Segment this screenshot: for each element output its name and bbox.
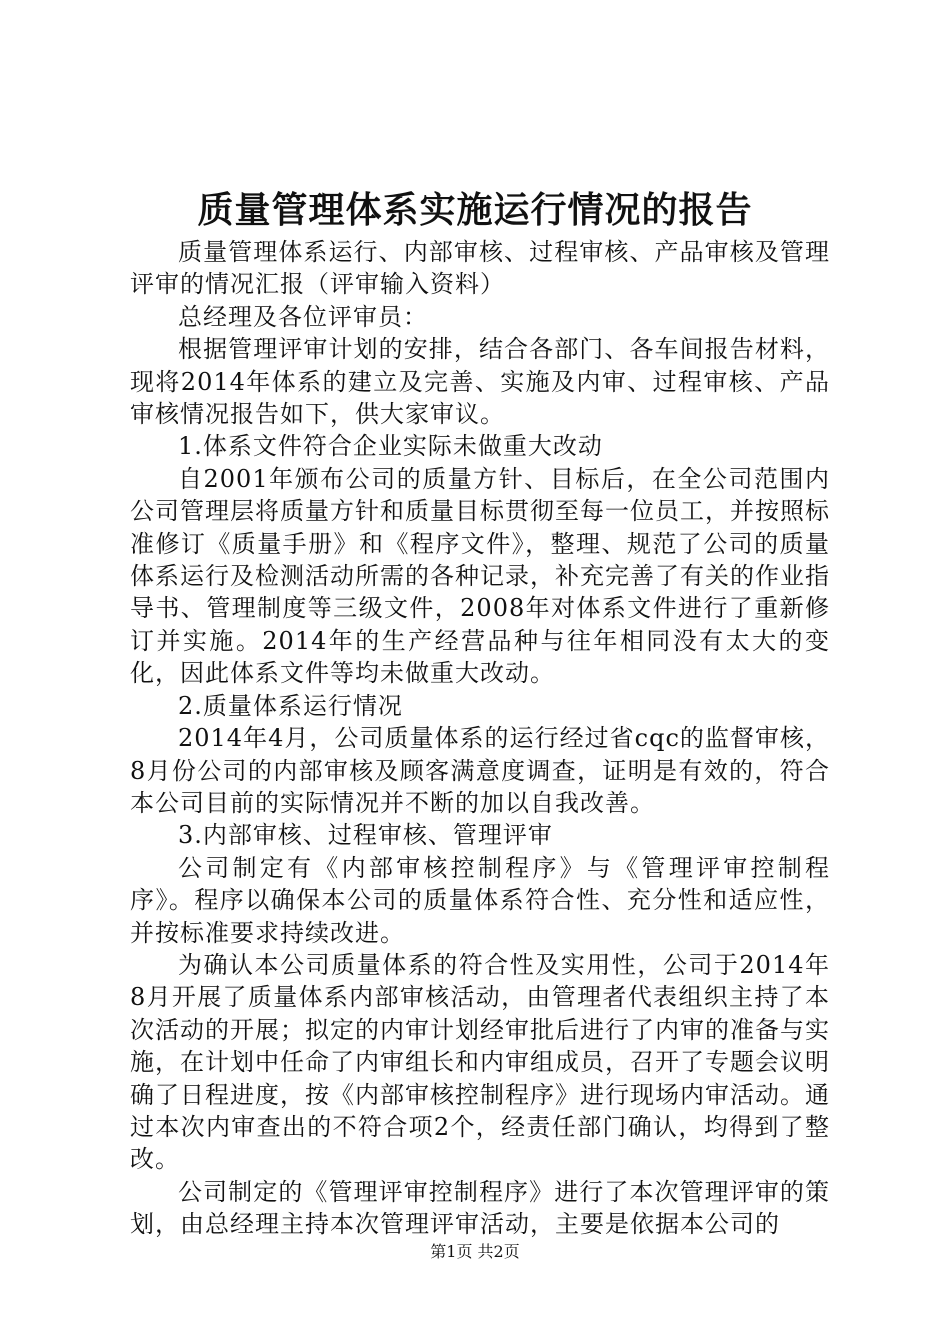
document-title: 质量管理体系实施运行情况的报告 — [197, 189, 753, 231]
section-heading-3: 3.内部审核、过程审核、管理评审 — [178, 821, 553, 850]
paragraph-section-3b: 为确认本公司质量体系的符合性及实用性，公司于2014年8月开展了质量体系内部审核活动，由管理者代表组织主持了本次活动的开展；拟定的内审计划经审批后进行了内审的准备与实施，在计划中任命了内审组长和内审组成员，召开了专题会议明确了日程进度，按《内部审核控制程序》进行现场内审活动。通过本次内审查出的不符合项2个，经责任部门确认，均得到了整改。 — [130, 950, 830, 1174]
section-heading-2: 2.质量体系运行情况 — [178, 691, 403, 720]
paragraph-salutation: 总经理及各位评审员： — [178, 302, 428, 331]
paragraph-section-1: 自2001年颁布公司的质量方针、目标后，在全公司范围内公司管理层将质量方针和质量目标贯彻至每一位员工，并按照标准修订《质量手册》和《程序文件》，整理、规范了公司的质量体系运行及检测活动所需的各种记录，补充完善了有关的作业指导书、管理制度等三级文件，2008年对体系文件进行了重新修订并实施。2014年的生产经营品种与往年相同没有太大的变化，因此体系文件等均未做重大改动。 — [130, 464, 830, 688]
paragraph-overview: 根据管理评审计划的安排，结合各部门、各车间报告材料，现将2014年体系的建立及完善、实施及内审、过程审核、产品审核情况报告如下，供大家审议。 — [130, 335, 830, 429]
paragraph-section-3a: 公司制定有《内部审核控制程序》与《管理评审控制程序》。程序以确保本公司的质量体系符合性、充分性和适应性，并按标准要求持续改进。 — [130, 853, 830, 947]
section-heading-1: 1.体系文件符合企业实际未做重大改动 — [178, 432, 603, 461]
paragraph-section-2: 2014年4月，公司质量体系的运行经过省cqc的监督审核，8月份公司的内部审核及顾客满意度调查，证明是有效的，符合本公司目前的实际情况并不断的加以自我改善。 — [130, 724, 830, 817]
document-body — [130, 236, 830, 1241]
paragraph-section-3c: 公司制定的《管理评审控制程序》进行了本次管理评审的策划，由总经理主持本次管理评审活动，主要是依据本公司的 — [130, 1177, 830, 1239]
page-number-footer: 第1页 共2页 — [430, 1242, 520, 1261]
paragraph-intro: 质量管理体系运行、内部审核、过程审核、产品审核及管理评审的情况汇报（评审输入资料） — [130, 238, 830, 299]
